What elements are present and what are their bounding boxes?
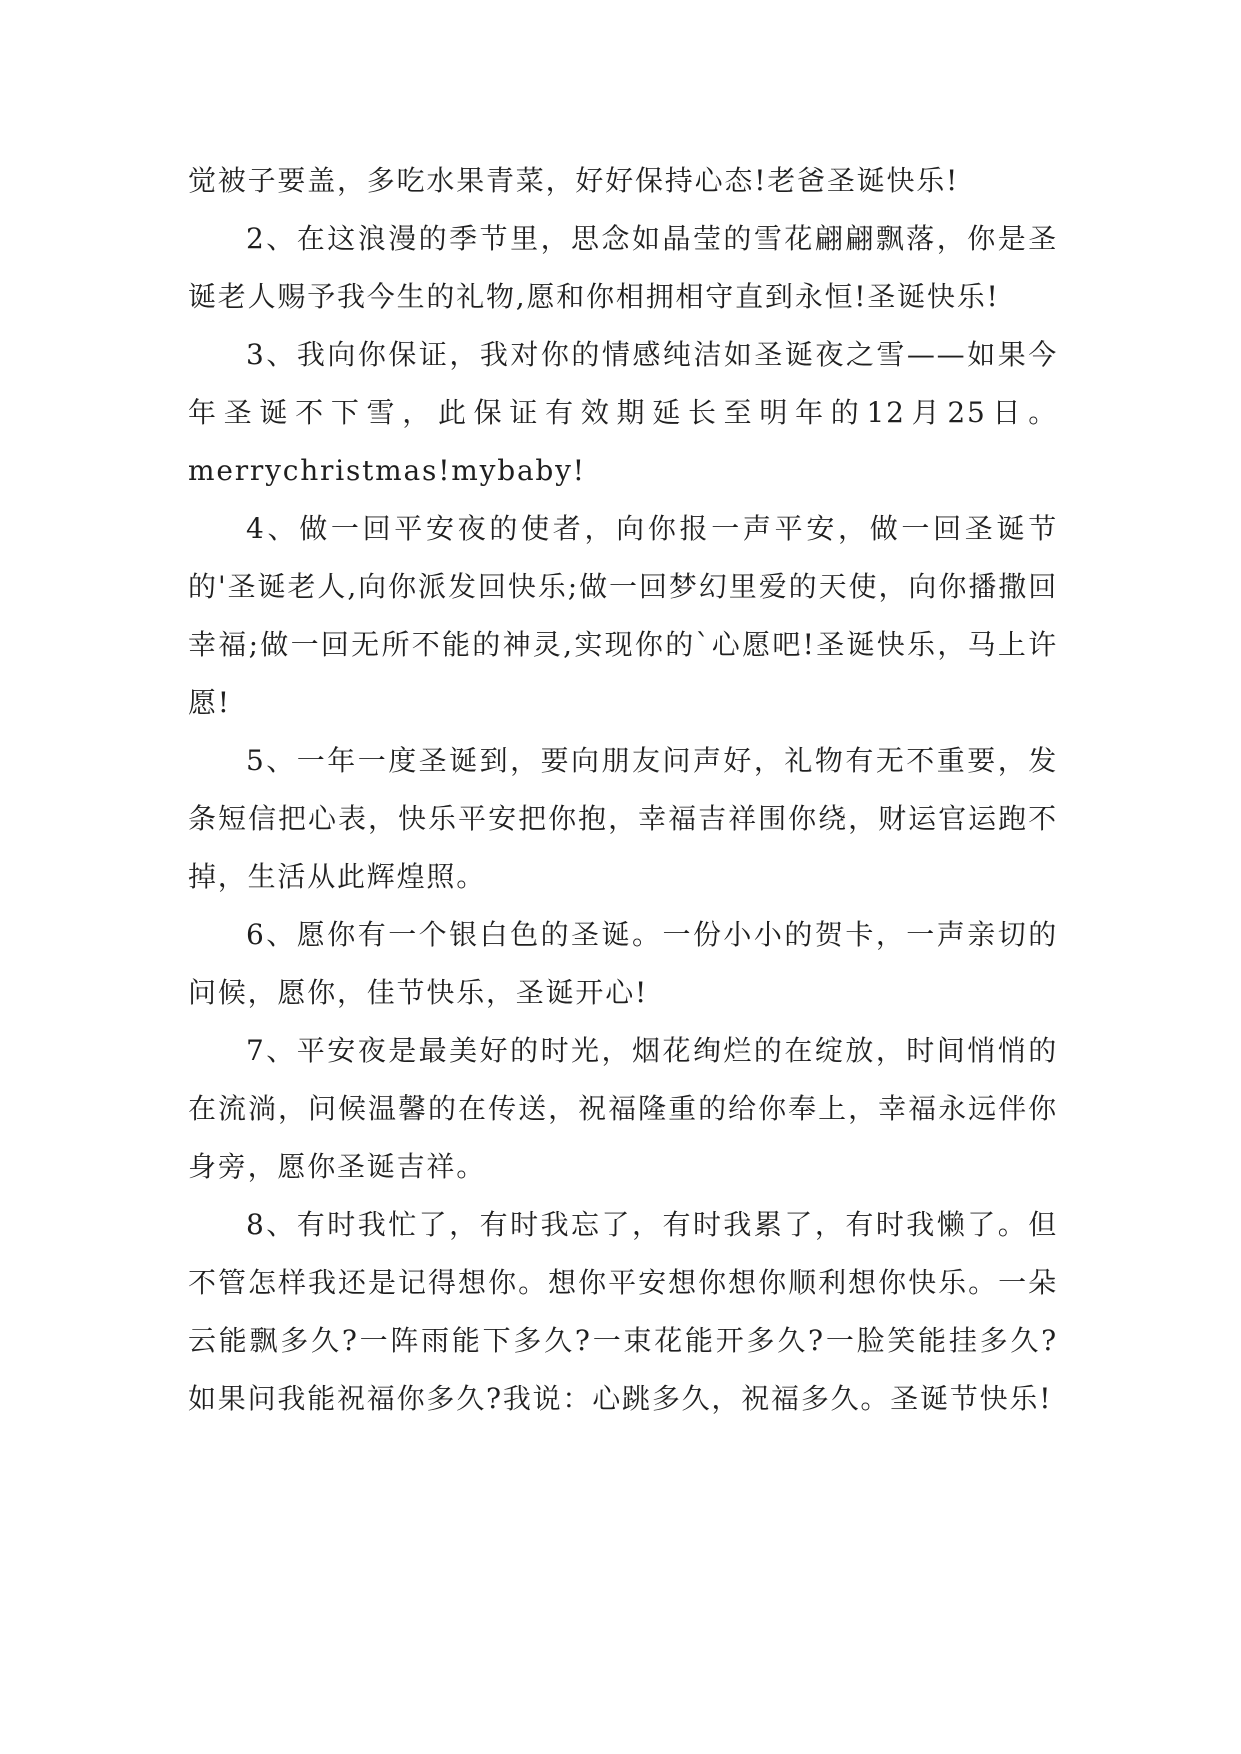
paragraph-5: 5、一年一度圣诞到，要向朋友问声好，礼物有无不重要，发条短信把心表，快乐平安把你抱，幸福吉祥围你绕，财运官运跑不掉，生活从此辉煌照。 (188, 744, 1058, 893)
paragraph-6: 6、愿你有一个银白色的圣诞。一份小小的贺卡，一声亲切的问候，愿你，佳节快乐，圣诞开心! (188, 918, 1058, 1009)
paragraph-8: 8、有时我忙了，有时我忘了，有时我累了，有时我懒了。但不管怎样我还是记得想你。想你平安想你想你顺利想你快乐。一朵云能飘多久?一阵雨能下多久?一束花能开多久?一脸笑能挂多久?如果问我能祝福你多久?我说：心跳多久，祝福多久。圣诞节快乐! (188, 1208, 1058, 1415)
paragraph-2: 2、在这浪漫的季节里，思念如晶莹的雪花翩翩飘落，你是圣诞老人赐予我今生的礼物,愿和你相拥相守直到永恒!圣诞快乐! (188, 222, 1058, 313)
paragraph-continuation: 觉被子要盖，多吃水果青菜，好好保持心态!老爸圣诞快乐! (188, 164, 960, 197)
document-body (188, 152, 1058, 1428)
paragraph-4: 4、做一回平安夜的使者，向你报一声平安，做一回圣诞节的'圣诞老人,向你派发回快乐;做一回梦幻里爱的天使，向你播撒回幸福;做一回无所不能的神灵,实现你的`心愿吧!圣诞快乐，马上许愿! (188, 512, 1058, 719)
paragraph-7: 7、平安夜是最美好的时光，烟花绚烂的在绽放，时间悄悄的在流淌，问候温馨的在传送，祝福隆重的给你奉上，幸福永远伴你身旁，愿你圣诞吉祥。 (188, 1034, 1058, 1183)
paragraph-3: 3、我向你保证，我对你的情感纯洁如圣诞夜之雪——如果今年圣诞不下雪，此保证有效期延长至明年的12月25日。merrychristmas!mybaby! (188, 338, 1058, 487)
